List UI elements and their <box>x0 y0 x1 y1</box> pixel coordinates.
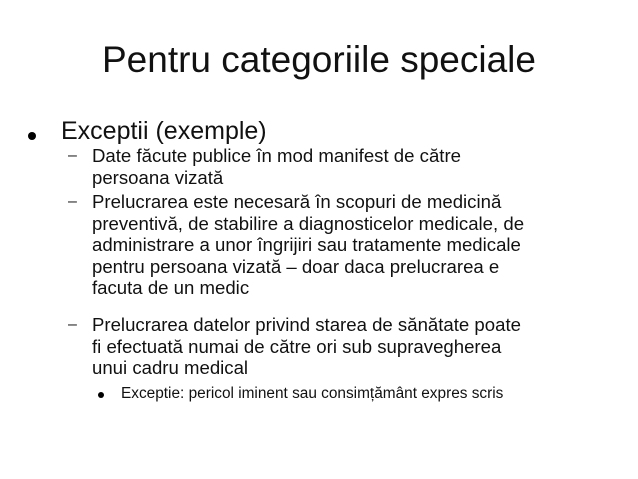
subitem-line: Prelucrarea datelor privind starea de sănătate poate <box>92 314 521 335</box>
slide-title: Pentru categoriile speciale <box>102 39 536 80</box>
subitem-line: Date făcute publice în mod manifest de către <box>92 145 461 166</box>
subitem-text <box>92 314 612 379</box>
dash-icon: – <box>68 147 77 164</box>
subitem-line: administrare a unor îngrijiri sau tratamente medicale <box>92 234 521 255</box>
subitem-line: Prelucrarea este necesară în scopuri de medicină <box>92 191 502 212</box>
subitem-line: unui cadru medical <box>92 357 249 378</box>
subsubitem-text: Exceptie: pericol iminent sau consimțământ expres scris <box>121 385 504 402</box>
bullet-dot-icon <box>98 392 104 398</box>
subitem-line: pentru persoana vizată – doar daca prelucrarea e <box>92 255 500 277</box>
subitem-text <box>92 191 612 299</box>
bullet-dot-icon <box>28 132 36 140</box>
subitem-line: persoana vizată <box>92 166 224 188</box>
bullet-text: Exceptii (exemple) <box>61 117 267 145</box>
dash-icon: – <box>68 193 77 210</box>
subitem-line: fi efectuată numai de către ori sub supravegherea <box>92 335 502 357</box>
dash-icon: – <box>68 316 77 333</box>
subitem-text <box>92 145 612 188</box>
subitem-line: facuta de un medic <box>92 277 250 298</box>
subitem-line: preventivă, de stabilire a diagnosticelor medicale, de <box>92 212 525 234</box>
